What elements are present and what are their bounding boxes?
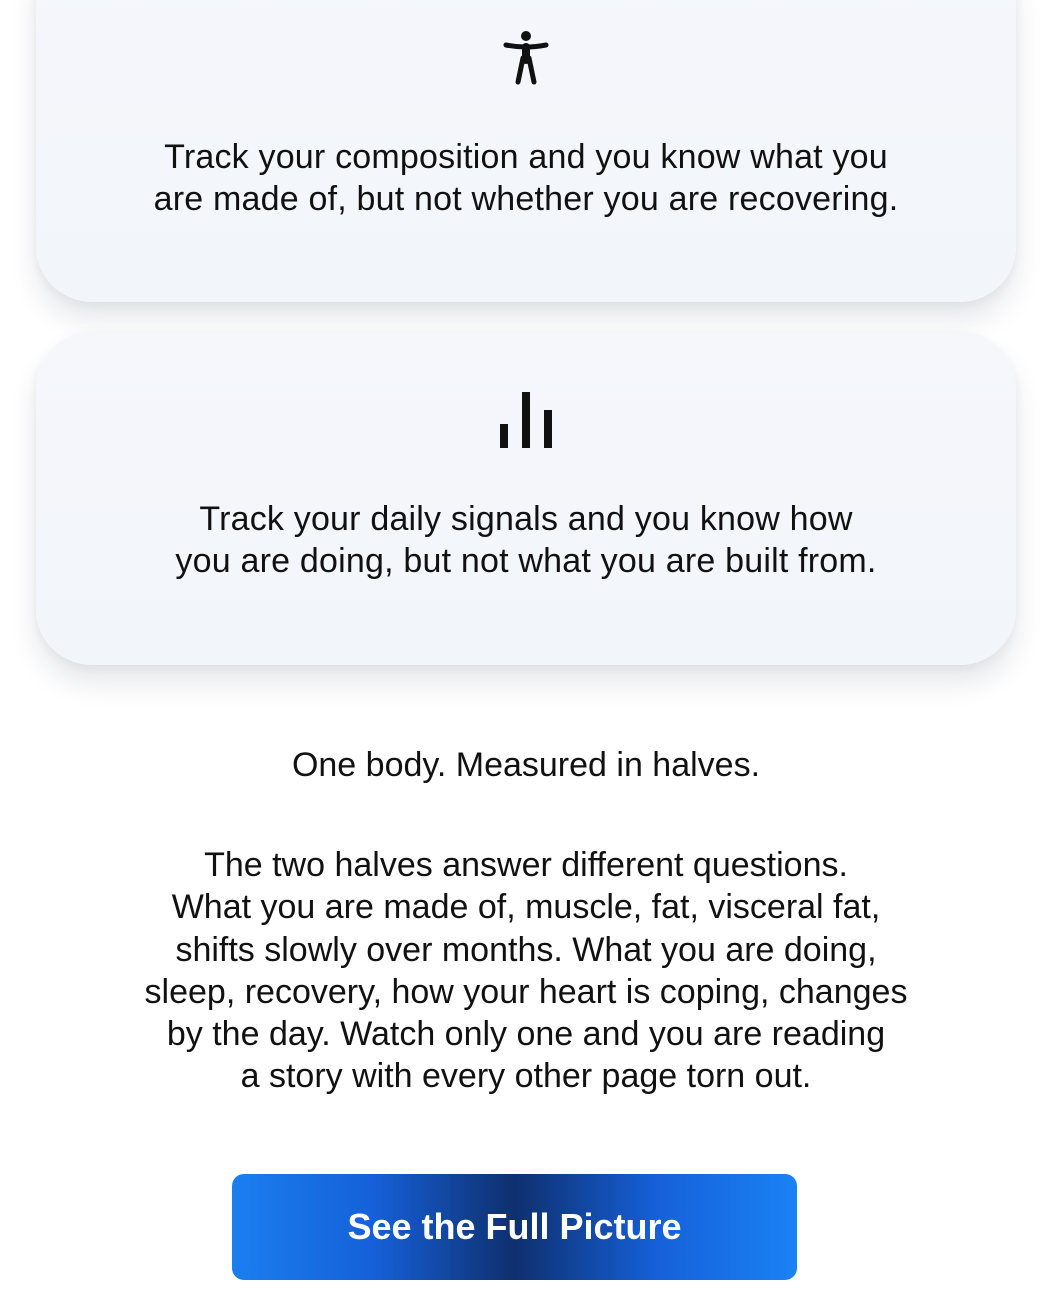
body-paragraph [0,844,1052,1098]
card-text-line: are made of, but not whether you are recovering. [153,180,899,218]
daily-signals-card [36,332,1016,665]
accessibility-person-icon [502,30,550,91]
daily-signals-card-text [36,498,1016,582]
body-line: a story with every other page torn out. [240,1057,812,1096]
card-text-line: you are doing, but not what you are built from. [175,542,877,580]
see-full-picture-button[interactable]: See the Full Picture [232,1174,797,1280]
body-line: by the day. Watch only one and you are reading [166,1015,886,1054]
card-text-line: Track your daily signals and you know how [199,500,853,538]
card-text-line: Track your composition and you know what you [164,138,888,176]
body-line: shifts slowly over months. What you are doing, [175,930,877,969]
body-line: The two halves answer different questions. [204,846,848,884]
tagline: One body. Measured in halves. [291,746,761,784]
body-line: What you are made of, muscle, fat, visceral fat, [171,888,881,927]
composition-card [36,0,1016,302]
bar-chart-icon [500,392,552,453]
body-line: sleep, recovery, how your heart is coping, changes [144,972,908,1011]
composition-card-text [36,136,1016,220]
